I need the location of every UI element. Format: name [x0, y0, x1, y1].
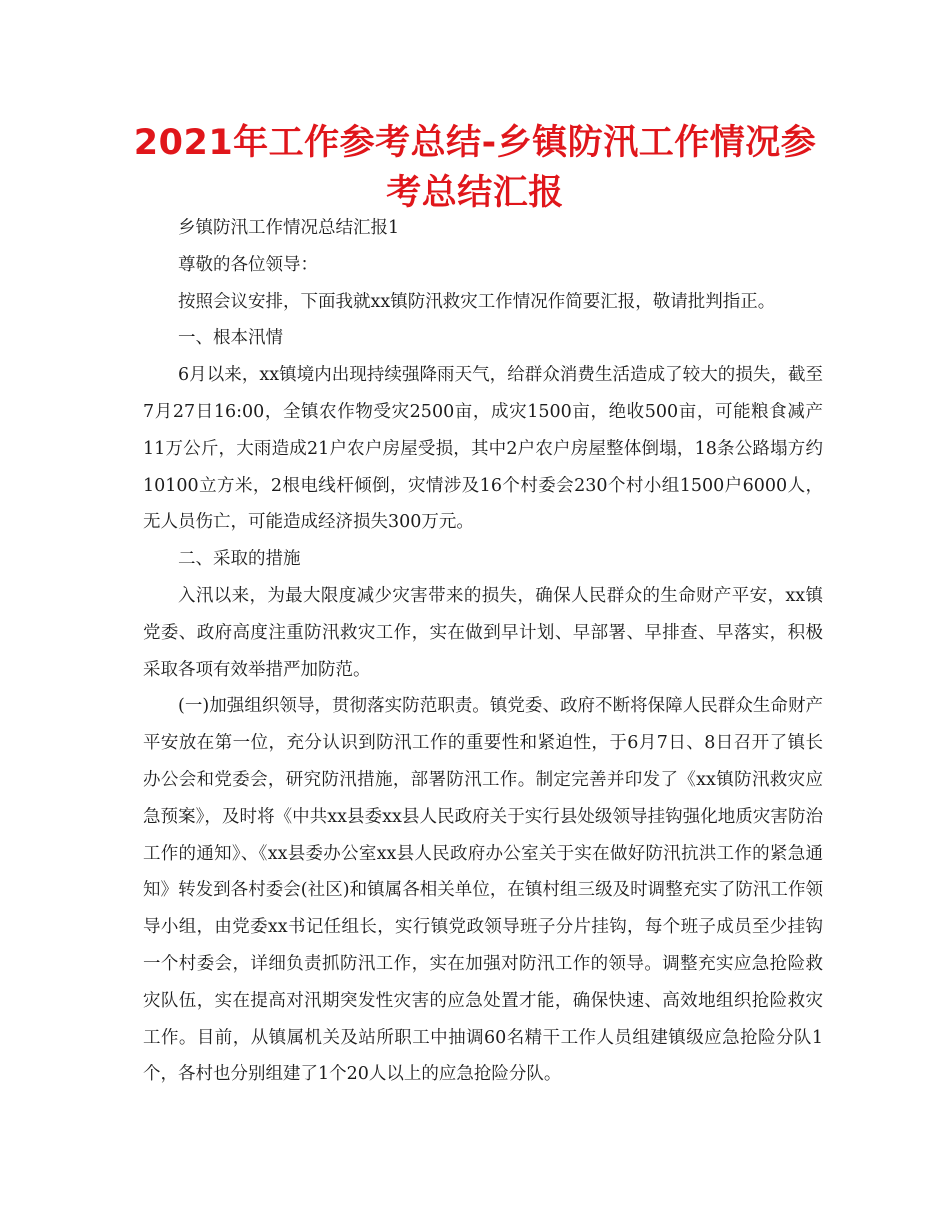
section-heading: 乡镇防汛工作情况总结汇报1 — [178, 218, 400, 238]
paragraph-organization: (一)加强组织领导，贯彻落实防范职责。镇党委、政府不断将保障人民群众生命财产平安放在第一位，充分认识到防汛工作的重要性和紧迫性，于6月7日、8日召开了镇长办公会和党委会，研究防汛措施，部署防汛工作。制定完善并印发了《xx镇防汛救灾应急预案》，及时将《中共xx县委xx县人民政府关于实行县处级领导挂钩强化地质灾害防治工作的通知》、《xx县委办公室xx县人民政府办公室关于实在做好防汛抗洪工作的紧急通知》转发到各村委会(社区)和镇属各相关单位，在镇村组三级及时调整充实了防汛工作领导小组，由党委xx书记任组长，实行镇党政领导班子分片挂钩，每个班子成员至少挂钩一个村委会，详细负责抓防汛工作，实在加强对防汛工作的领导。调整充实应急抢险救灾队伍，实在提高对汛期突发性灾害的应急处置才能，确保快速、高效地组织抢险救灾工作。目前，从镇属机关及站所职工中抽调60名精干工作人员组建镇级应急抢险分队1个，各村也分别组建了1个20人以上的应急抢险分队。 — [143, 696, 823, 1085]
document-body — [143, 210, 823, 1093]
salutation: 尊敬的各位领导： — [178, 254, 318, 275]
document-title: 2021年工作参考总结-乡镇防汛工作情况参考总结汇报 — [133, 123, 817, 213]
heading-flood-situation: 一、根本汛情 — [178, 328, 283, 349]
heading-measures: 二、采取的措施 — [178, 549, 301, 570]
intro-paragraph: 按照会议安排，下面我就xx镇防汛救灾工作情况作简要汇报，敬请批判指正。 — [178, 291, 776, 312]
paragraph-flood-situation: 6月以来，xx镇境内出现持续强降雨天气，给群众消费生活造成了较大的损失，截至7月27日16:00，全镇农作物受灾2500亩，成灾1500亩，绝收500亩，可能粮食减产11万公斤，大雨造成21户农户房屋受损，其中2户农户房屋整体倒塌，18条公路塌方约10100立方米，2根电线杆倾倒，灾情涉及16个村委会230个村小组1500户6000人，无人员伤亡，可能造成经济损失300万元。 — [143, 365, 823, 533]
paragraph-measures-intro: 入汛以来，为最大限度减少灾害带来的损失，确保人民群众的生命财产平安，xx镇党委、政府高度注重防汛救灾工作，实在做到早计划、早部署、早排查、早落实，积极采取各项有效举措严加防范。 — [143, 585, 823, 680]
